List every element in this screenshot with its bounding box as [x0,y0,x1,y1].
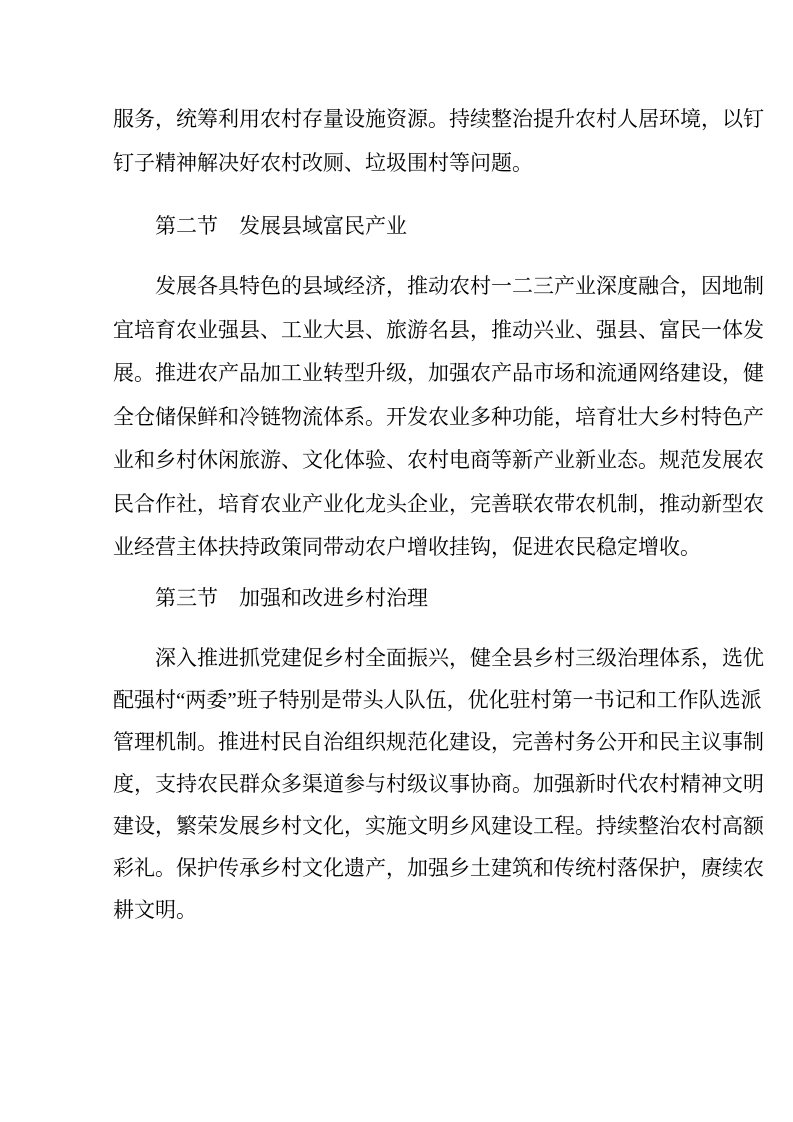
body-paragraph-continuation [113,97,764,185]
text-line: 彩礼。保护传承乡村文化遗产，加强乡土建筑和传统村落保护，赓续农 [113,856,764,880]
text-line: 度，支持农民群众多渠道参与村级议事协商。加强新时代农村精神文明 [113,772,764,796]
text-line: 宜培育农业强县、工业大县、旅游名县，推动兴业、强县、富民一体发 [113,317,764,342]
text-line: 配强村“两委”班子特别是带头人队伍，优化驻村第一书记和工作队选派 [113,688,762,712]
section-heading-3: 第三节 加强和改进乡村治理 [155,586,428,610]
text-line: 耕文明。 [113,898,197,922]
text-line: 发展各具特色的县域经济，推动农村一二三产业深度融合，因地制 [155,274,764,298]
text-line: 展。推进农产品加工业转型升级，加强农产品市场和流通网络建设，健 [113,361,764,385]
text-line: 全仓储保鲜和冷链物流体系。开发农业多种功能，培育壮大乡村特色产 [113,404,764,429]
text-line: 业和乡村休闲旅游、文化体验、农村电商等新产业新业态。规范发展农 [113,448,764,472]
text-line: 管理机制。推进村民自治组织规范化建设，完善村务公开和民主议事制 [113,730,764,754]
text-line: 民合作社，培育农业产业化龙头企业，完善联农带农机制，推动新型农 [113,491,764,516]
body-paragraph [113,637,764,931]
text-line: 深入推进抓党建促乡村全面振兴，健全县乡村三级治理体系，选优 [155,646,764,670]
body-paragraph [113,265,764,570]
text-line: 钉子精神解决好农村改厕、垃圾围村等问题。 [113,151,533,175]
text-line: 服务，统筹利用农村存量设施资源。持续整治提升农村人居环境，以钉 [113,107,764,131]
text-line: 建设，繁荣发展乡村文化，实施文明乡风建设工程。持续整治农村高额 [113,814,764,838]
text-line: 业经营主体扶持政策同带动农户增收挂钩，促进农民稳定增收。 [113,535,701,559]
section-heading-2: 第二节 发展县域富民产业 [155,214,407,238]
